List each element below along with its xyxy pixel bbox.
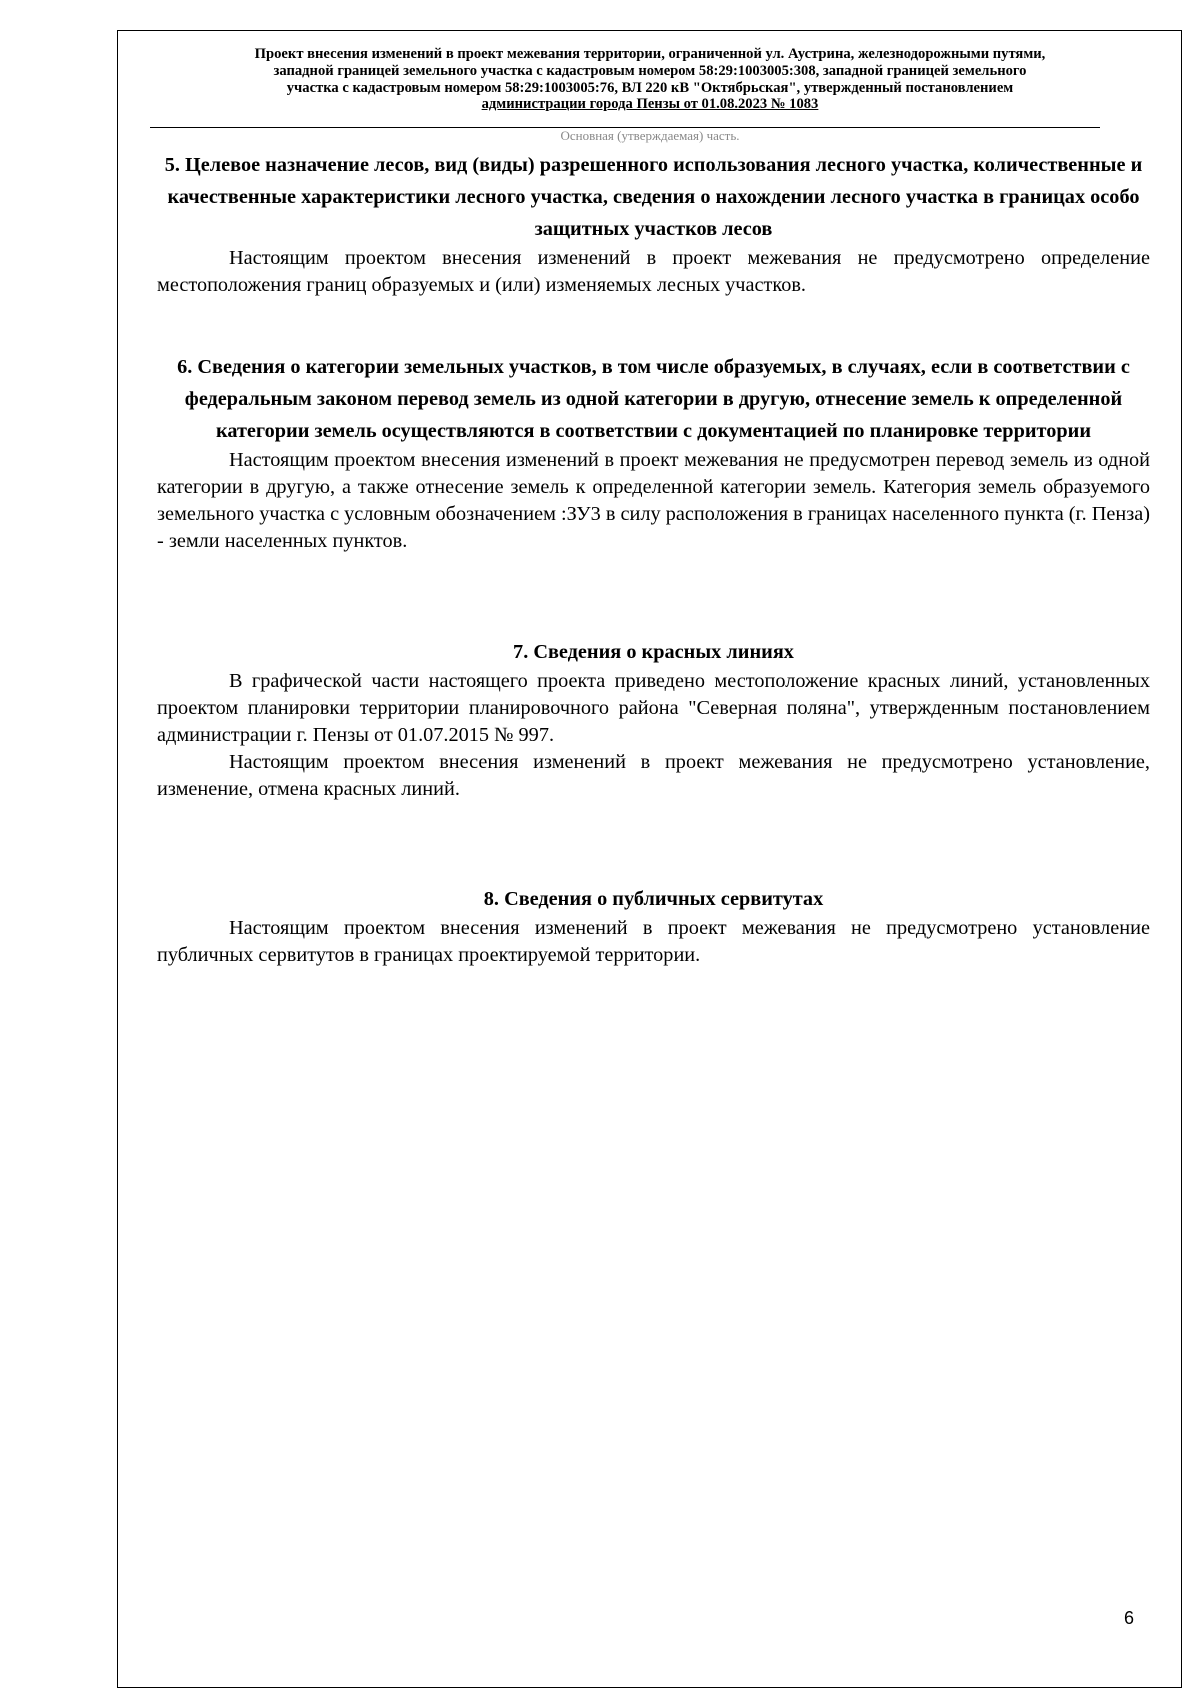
section-5: [157, 149, 1150, 299]
section-8: [157, 883, 1150, 969]
section-6-title: 6. Сведения о категории земельных участков, в том числе образуемых, в случаях, если в соответствии с федеральным законом перевод земель из одной категории в другую, отнесение земель к определенной категории земель осуществляются в соответствии с документацией по планировке территории: [177, 356, 1130, 442]
section-5-paragraph-1: Настоящим проектом внесения изменений в проект межевания не предусмотрено определение местоположения границ образуемых и (или) изменяемых лесных участков.: [157, 247, 1150, 296]
section-5-title: 5. Целевое назначение лесов, вид (виды) разрешенного использования лесного участка, количественные и качественные характеристики лесного участка, сведения о нахождении лесного участка в границах особо защитных участков лесов: [164, 154, 1143, 240]
section-7: [157, 636, 1150, 803]
page-number: 6: [1124, 1608, 1135, 1628]
header-line-4: администрации города Пензы от 01.08.2023 № 1083: [481, 96, 819, 113]
section-6: [157, 351, 1150, 555]
header-line-2: западной границей земельного участка с кадастровым номером 58:29:1003005:308, западной границей земельного: [273, 62, 1027, 79]
section-7-paragraph-1: В графической части настоящего проекта приведено местоположение красных линий, установленных проектом планировки территории планировочного района "Северная поляна", утвержденным постановлением администрации г. Пензы от 01.07.2015 № 997.: [157, 670, 1150, 746]
section-7-title: 7. Сведения о красных линиях: [513, 641, 794, 663]
section-8-paragraph-1: Настоящим проектом внесения изменений в проект межевания не предусмотрено установление публичных сервитутов в границах проектируемой территории.: [157, 917, 1150, 966]
header-subcaption: Основная (утверждаемая) часть.: [560, 128, 740, 143]
header-line-3: участка с кадастровым номером 58:29:1003005:76, ВЛ 220 кВ "Октябрьская", утвержденный постановлением: [286, 79, 1014, 96]
section-7-paragraph-2: Настоящим проектом внесения изменений в проект межевания не предусмотрено установление, изменение, отмена красных линий.: [157, 751, 1150, 800]
document-header: [140, 46, 1160, 113]
header-line-1: Проект внесения изменений в проект межевания территории, ограниченной ул. Аустрина, железнодорожными путями,: [254, 46, 1046, 62]
section-8-title: 8. Сведения о публичных сервитутах: [483, 888, 824, 910]
section-6-paragraph-1: Настоящим проектом внесения изменений в проект межевания не предусмотрен перевод земель из одной категории в другую, а также отнесение земель к определенной категории земель. Категория земель образуемого земельного участка с условным обозначением :ЗУ3 в силу расположения в границах населенного пункта (г. Пенза) - земли населенных пунктов.: [157, 449, 1150, 552]
